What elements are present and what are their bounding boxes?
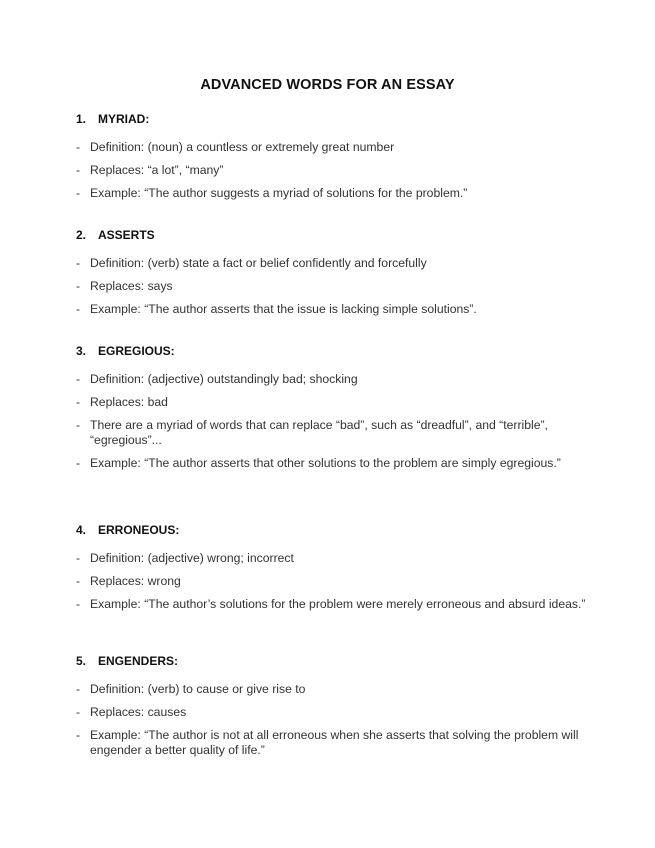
section-heading bbox=[76, 112, 596, 128]
definition-item: - Definition: (adjective) wrong; incorrect bbox=[76, 551, 596, 566]
section-number: 1. bbox=[76, 112, 87, 126]
replaces-item: - Replaces: “a lot”, “many” bbox=[76, 163, 596, 178]
word-section-myriad bbox=[76, 112, 596, 201]
example-item: - Example: “The author is not at all erroneous when she asserts that solving the problem will engender a better quality of life.” bbox=[76, 728, 596, 758]
section-word: ENGENDERS: bbox=[98, 654, 179, 668]
example-item: - Example: “The author suggests a myriad of solutions for the problem.” bbox=[76, 186, 596, 201]
bullet-list bbox=[76, 551, 596, 612]
example-item: - Example: “The author asserts that the issue is lacking simple solutions”. bbox=[76, 302, 596, 317]
section-word: ERRONEOUS: bbox=[98, 523, 180, 537]
definition-item: - Definition: (verb) state a fact or belief confidently and forcefully bbox=[76, 256, 596, 271]
replaces-item: - Replaces: says bbox=[76, 279, 596, 294]
example-item: - Example: “The author’s solutions for the problem were merely erroneous and absurd ideas.” bbox=[76, 597, 596, 612]
section-number: 4. bbox=[76, 523, 87, 537]
section-heading bbox=[76, 344, 596, 360]
word-section-engenders bbox=[76, 654, 596, 758]
section-word: MYRIAD: bbox=[98, 112, 150, 126]
replaces-item: - Replaces: causes bbox=[76, 705, 596, 720]
section-number: 3. bbox=[76, 344, 87, 358]
section-number: 2. bbox=[76, 228, 87, 242]
definition-item: - Definition: (noun) a countless or extremely great number bbox=[76, 140, 596, 155]
section-word: ASSERTS bbox=[98, 228, 155, 242]
word-section-egregious bbox=[76, 344, 596, 471]
bullet-list bbox=[76, 256, 596, 317]
replaces-item: - Replaces: bad bbox=[76, 395, 596, 410]
bullet-list bbox=[76, 682, 596, 758]
replaces-item: - Replaces: wrong bbox=[76, 574, 596, 589]
section-heading bbox=[76, 523, 596, 539]
bullet-list bbox=[76, 372, 596, 471]
word-section-asserts bbox=[76, 228, 596, 317]
section-word: EGREGIOUS: bbox=[98, 344, 175, 358]
section-number: 5. bbox=[76, 654, 87, 668]
bullet-list bbox=[76, 140, 596, 201]
section-heading bbox=[76, 654, 596, 670]
definition-item: - Definition: (adjective) outstandingly bad; shocking bbox=[76, 372, 596, 387]
note-item: - There are a myriad of words that can replace “bad”, such as “dreadful”, and “terrible”, “egregious”... bbox=[76, 418, 596, 448]
section-heading bbox=[76, 228, 596, 244]
word-section-erroneous bbox=[76, 523, 596, 612]
example-item: - Example: “The author asserts that other solutions to the problem are simply egregious.” bbox=[76, 456, 596, 471]
document-title: ADVANCED WORDS FOR AN ESSAY bbox=[200, 77, 455, 93]
definition-item: - Definition: (verb) to cause or give rise to bbox=[76, 682, 596, 697]
